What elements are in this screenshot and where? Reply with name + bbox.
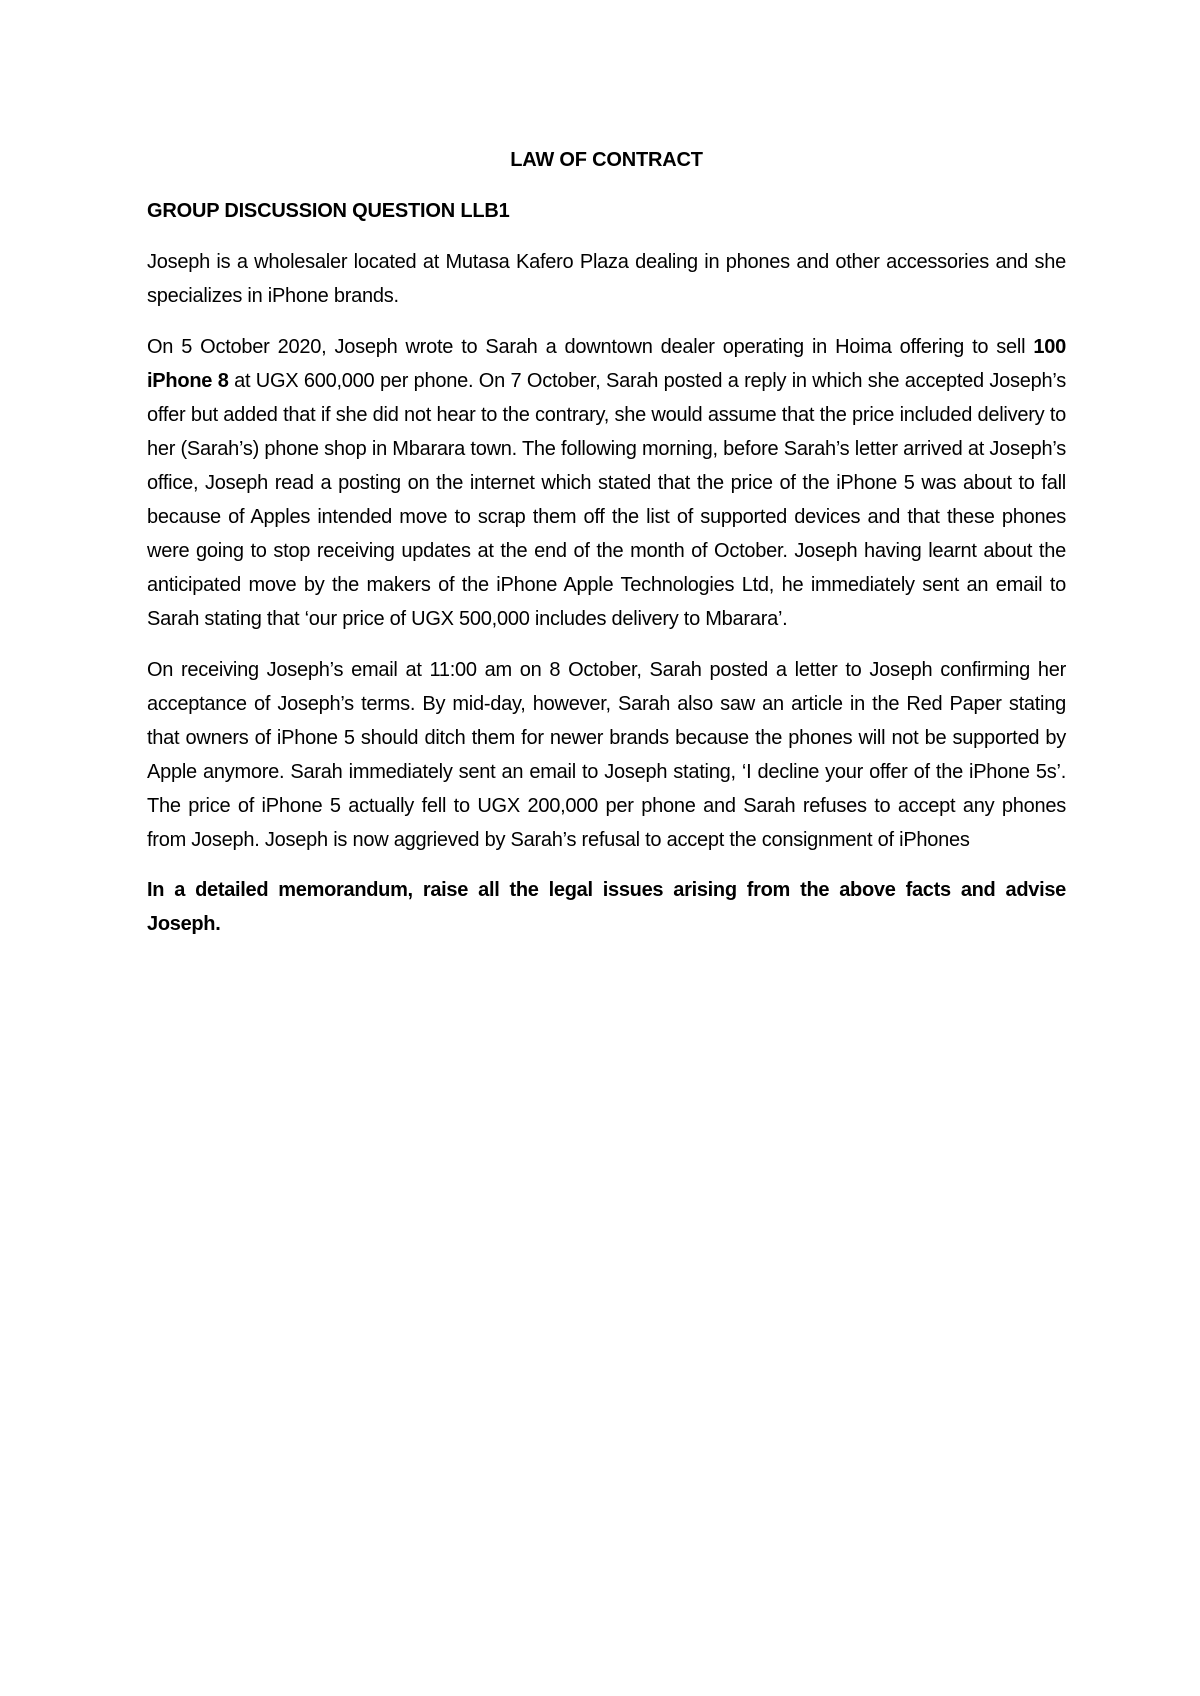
paragraph-offer-facts <box>147 330 1066 636</box>
paragraph-offer-text-start: On 5 October 2020, Joseph wrote to Sarah a downtown dealer operating in Hoima offering to sell <box>147 336 1034 358</box>
paragraph-background: Joseph is a wholesaler located at Mutasa Kafero Plaza dealing in phones and other accessories and she specializes in iPhone brands. <box>147 251 1066 307</box>
paragraph-offer-text-end: at UGX 600,000 per phone. On 7 October, Sarah posted a reply in which she accepted Joseph’s offer but added that if she did not hear to the contrary, she would assume that the price included delivery to her (Sarah’s) phone shop in Mbarara town. The following morning, before Sarah’s letter arrived at Joseph’s office, Joseph read a posting on the internet which stated that the price of the iPhone 5 was about to fall because of Apples intended move to scrap them off the list of supported devices and that these phones were going to stop receiving updates at the end of the month of October. Joseph having learnt about the anticipated move by the makers of the iPhone Apple Technologies Ltd, he immediately sent an email to Sarah stating that ‘our price of UGX 500,000 includes delivery to Mbarara’. <box>147 370 1066 630</box>
task-instruction: In a detailed memorandum, raise all the legal issues arising from the above facts and advise Joseph. <box>147 879 1066 935</box>
document-body <box>147 146 1066 941</box>
paragraph-offer-quantity: 100 iPhone 8 <box>147 336 1066 392</box>
page-title: LAW OF CONTRACT <box>510 149 703 171</box>
question-heading: GROUP DISCUSSION QUESTION LLB1 <box>147 200 510 222</box>
paragraph-acceptance-facts: On receiving Joseph’s email at 11:00 am on 8 October, Sarah posted a letter to Joseph confirming her acceptance of Joseph’s terms. By mid-day, however, Sarah also saw an article in the Red Paper stating that owners of iPhone 5 should ditch them for newer brands because the phones will not be supported by Apple anymore. Sarah immediately sent an email to Joseph stating, ‘I decline your offer of the iPhone 5s’. The price of iPhone 5 actually fell to UGX 200,000 per phone and Sarah refuses to accept any phones from Joseph. Joseph is now aggrieved by Sarah’s refusal to accept the consignment of iPhones <box>147 659 1066 851</box>
